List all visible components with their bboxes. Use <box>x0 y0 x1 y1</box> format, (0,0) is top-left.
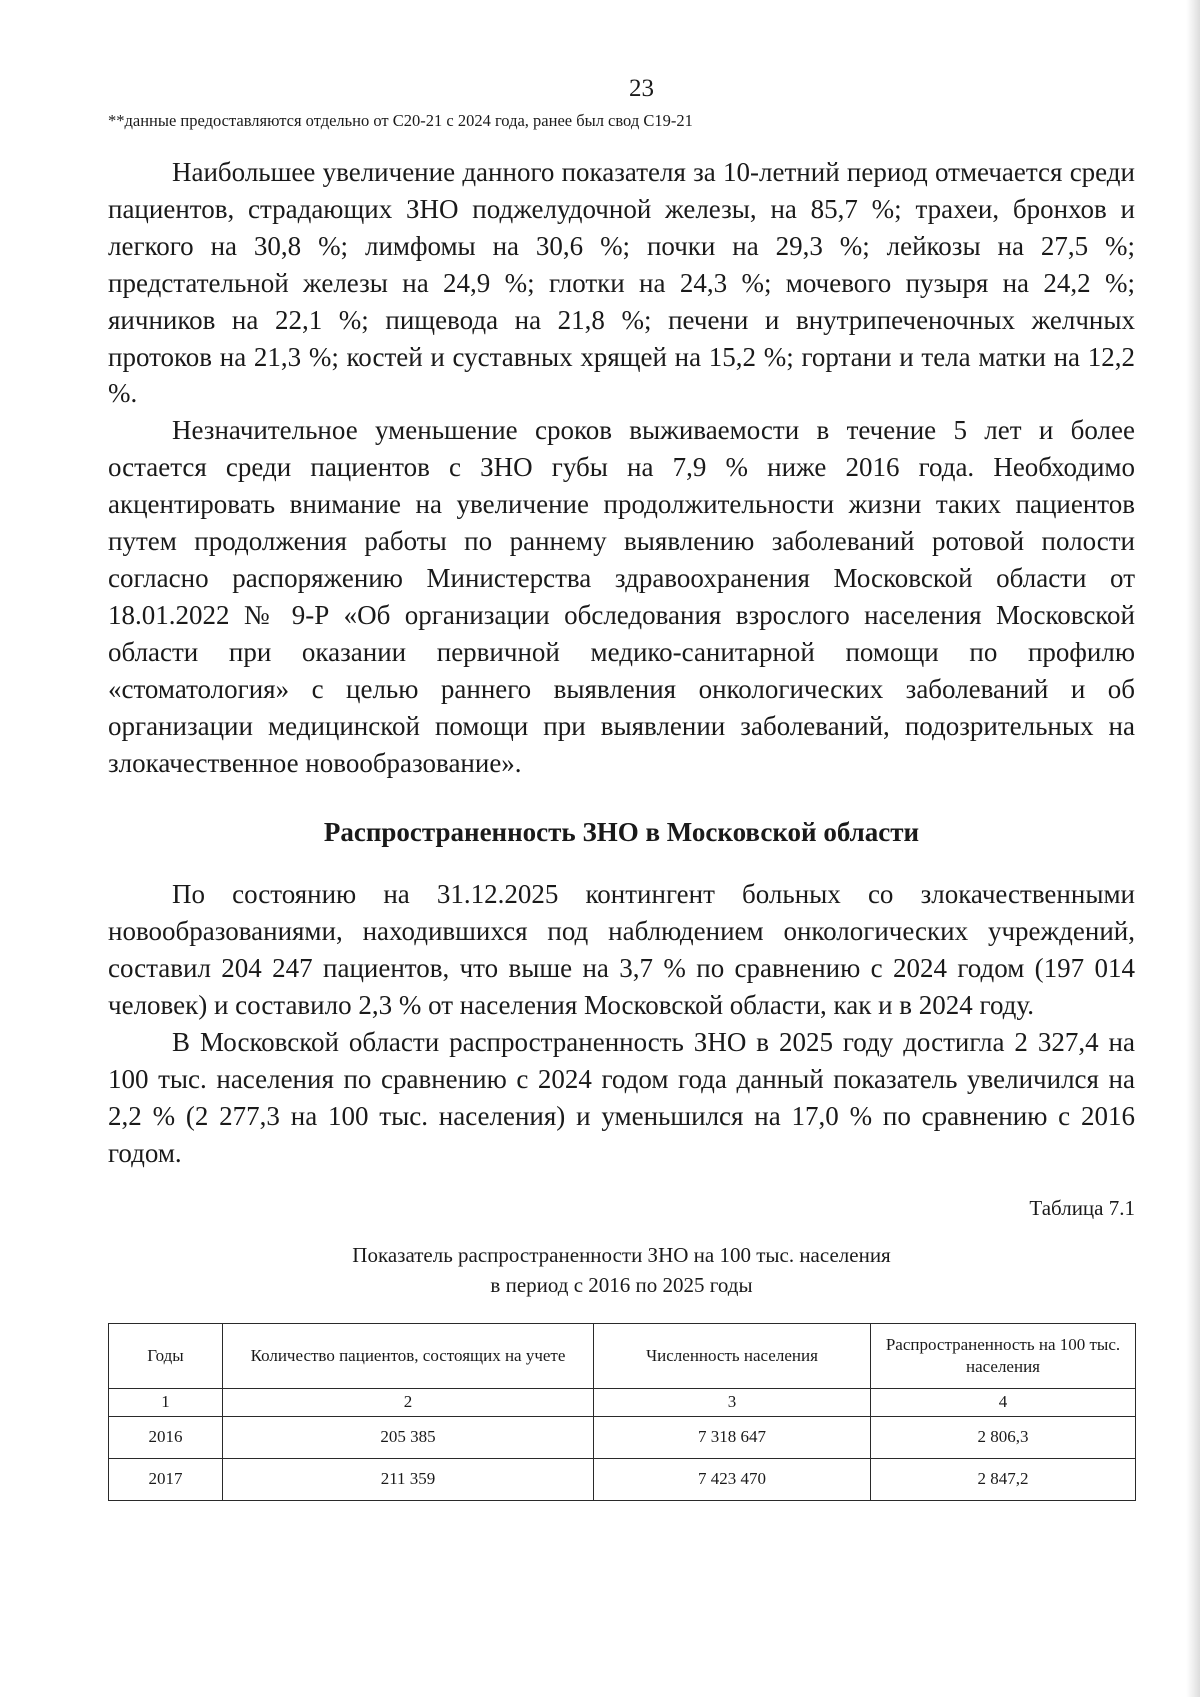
page-content <box>108 0 1135 1501</box>
column-number: 4 <box>871 1388 1136 1416</box>
header-years: Годы <box>109 1323 223 1388</box>
column-number: 2 <box>223 1388 594 1416</box>
cell-year: 2016 <box>109 1416 223 1458</box>
footnote: **данные предоставляются отдельно от С20-21 с 2024 года, ранее был свод С19-21 <box>108 111 693 130</box>
paragraph-contingent: По состоянию на 31.12.2025 контингент больных со злокачественными новообразованиями, находившихся под наблюдением онкологических учреждений, составил 204 247 пациентов, что выше на 3,7 % по сравнению с 2024 годом (197 014 человек) и составило 2,3 % от населения Московской области, как и в 2024 году. <box>108 879 1135 1021</box>
column-number: 1 <box>109 1388 223 1416</box>
table-row <box>109 1458 1136 1500</box>
cell-patients-count: 211 359 <box>223 1458 594 1500</box>
page-number: 23 <box>629 75 654 102</box>
table-number: Таблица 7.1 <box>1029 1195 1135 1220</box>
table-column-numbers-row <box>109 1388 1136 1416</box>
cell-prevalence: 2 806,3 <box>871 1416 1136 1458</box>
table-caption <box>108 1240 1135 1300</box>
table-header-row <box>109 1323 1136 1388</box>
table-body <box>109 1416 1136 1500</box>
header-prevalence: Распространенность на 100 тыс. населения <box>871 1323 1136 1388</box>
header-patients-count: Количество пациентов, состоящих на учете <box>223 1323 594 1388</box>
cell-population: 7 423 470 <box>594 1458 871 1500</box>
prevalence-table <box>108 1323 1136 1501</box>
table-row <box>109 1416 1136 1458</box>
header-population: Численность населения <box>594 1323 871 1388</box>
cell-year: 2017 <box>109 1458 223 1500</box>
table-head <box>109 1323 1136 1416</box>
table-caption-line-2: в период с 2016 по 2025 годы <box>490 1272 753 1297</box>
paragraph-survival: Незначительное уменьшение сроков выживаемости в течение 5 лет и более остается среди пациентов с ЗНО губы на 7,9 % ниже 2016 года. Необходимо акцентировать внимание на увеличение продолжительности жизни таких пациентов путем продолжения работы по раннему выявлению заболеваний ротовой полости согласно распоряжению Министерства здравоохранения Московской области от 18.01.2022 № 9-Р «Об организации обследования взрослого населения Московской области при оказании первичной медико-санитарной помощи по профилю «стоматология» с целью раннего выявления онкологических заболеваний и об организации медицинской помощи при выявлении заболеваний, подозрительных на злокачественное новообразование». <box>108 415 1135 778</box>
scan-edge-shadow <box>1186 0 1200 1697</box>
paragraph-increase: Наибольшее увеличение данного показателя за 10-летний период отмечается среди пациентов, страдающих ЗНО поджелудочной железы, на 85,7 %; трахеи, бронхов и легкого на 30,8 %; лимфомы на 30,6 %; почки на 29,3 %; лейкозы на 27,5 %; предстательной железы на 24,9 %; глотки на 24,3 %; мочевого пузыря на 24,2 %; яичников на 22,1 %; пищевода на 21,8 %; печени и внутрипеченочных желчных протоков на 21,3 %; костей и суставных хрящей на 15,2 %; гортани и тела матки на 12,2 %. <box>108 157 1135 409</box>
section-heading: Распространенность ЗНО в Московской области <box>323 817 920 848</box>
paragraph-prevalence: В Московской области распространенность ЗНО в 2025 году достигла 2 327,4 на 100 тыс. населения по сравнению с 2024 годом года данный показатель увеличился на 2,2 % (2 277,3 на 100 тыс. населения) и уменьшился на 17,0 % по сравнению с 2016 годом. <box>108 1027 1135 1168</box>
cell-population: 7 318 647 <box>594 1416 871 1458</box>
table-caption-line-1: Показатель распространенности ЗНО на 100 тыс. населения <box>352 1242 891 1267</box>
column-number: 3 <box>594 1388 871 1416</box>
cell-prevalence: 2 847,2 <box>871 1458 1136 1500</box>
cell-patients-count: 205 385 <box>223 1416 594 1458</box>
